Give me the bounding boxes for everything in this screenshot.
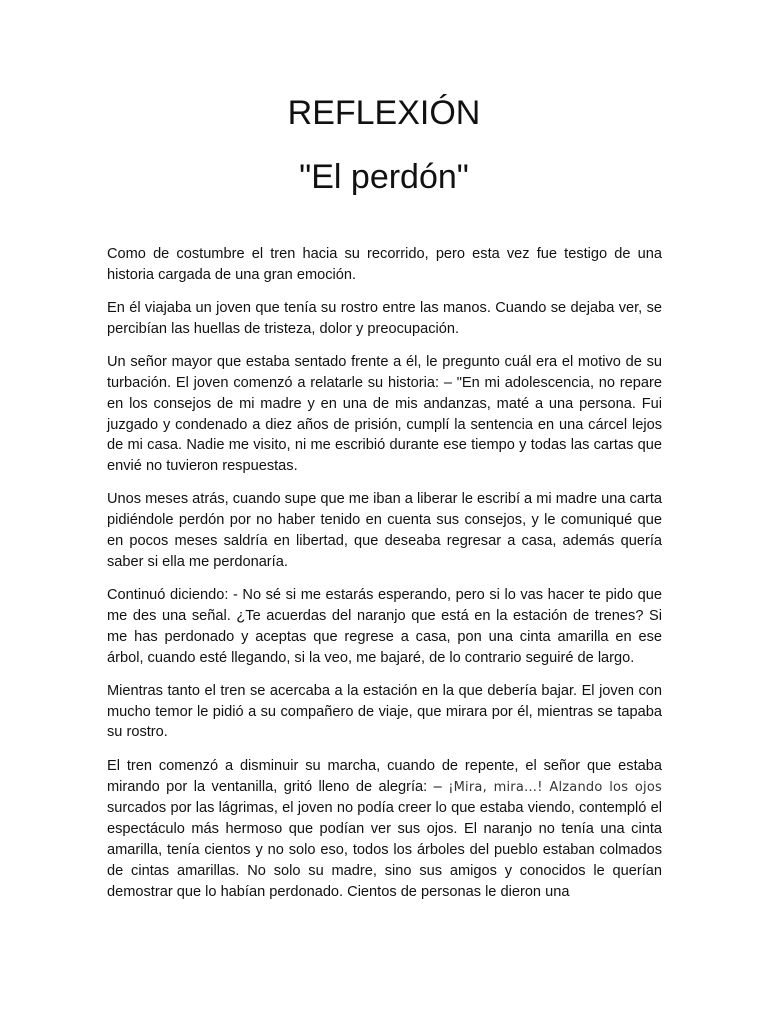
paragraph-7-end: surcados por las lágrimas, el joven no podía creer lo que estaba viendo, contempló el espectáculo más hermoso que podían ver sus ojos. El naranjo no tenía una cinta amarilla, tenía cientos y no solo eso, todos los árboles del pueblo estaban colmados de cintas amarillas. No solo su madre, sino sus amigos y conocidos le querían demostrar que lo habían perdonado. Cientos de personas le dieron una	[107, 800, 662, 900]
paragraph-5: Continuó diciendo: - No sé si me estarás esperando, pero si lo vas hacer te pido que me des una señal. ¿Te acuerdas del naranjo que está en la estación de trenes? Si me has perdonado y aceptas que regrese a casa, pon una cinta amarilla en ese árbol, cuando esté llegando, si la veo, me bajaré, de lo contrario seguiré de largo.	[107, 587, 662, 666]
document-body	[107, 244, 662, 915]
paragraph-6: Mientras tanto el tren se acercaba a la estación en la que debería bajar. El joven con mucho temor le pidió a su compañero de viaje, que mirara por él, mientras se tapaba su rostro.	[107, 682, 662, 741]
paragraph-2: En él viajaba un joven que tenía su rostro entre las manos. Cuando se dejaba ver, se percibían las huellas de tristeza, dolor y preocupación.	[107, 300, 662, 337]
paragraph-7	[107, 756, 662, 903]
paragraph-7-start: El tren comenzó a disminuir su marcha, cuando de repente, el señor que estaba mirando por la ventanilla, gritó lleno de alegría: –	[107, 757, 662, 795]
paragraph-1: Como de costumbre el tren hacia su recorrido, pero esta vez fue testigo de una historia cargada de una gran emoción.	[107, 246, 662, 283]
paragraph-4: Unos meses atrás, cuando supe que me iban a liberar le escribí a mi madre una carta pidiéndole perdón por no haber tenido en cuenta sus consejos, y le comuniqué que en pocos meses saldría en libertad, que deseaba regresar a casa, además quería saber si ella me perdonaría.	[107, 491, 662, 570]
document-title: REFLEXIÓN	[287, 94, 481, 132]
exclamation-text: ¡Mira, mira…! Alzando los ojos	[448, 779, 662, 795]
document-subtitle: "El perdón"	[299, 158, 469, 196]
paragraph-3: Un señor mayor que estaba sentado frente a él, le pregunto cuál era el motivo de su turbación. El joven comenzó a relatarle su historia: – "En mi adolescencia, no repare en los consejos de mi madre y en una de mis andanzas, maté a una persona. Fui juzgado y condenado a diez años de prisión, cumplí la sentencia en una cárcel lejos de mi casa. Nadie me visito, ni me escribió durante ese tiempo y todas las cartas que envié no tuvieron respuestas.	[107, 354, 662, 475]
